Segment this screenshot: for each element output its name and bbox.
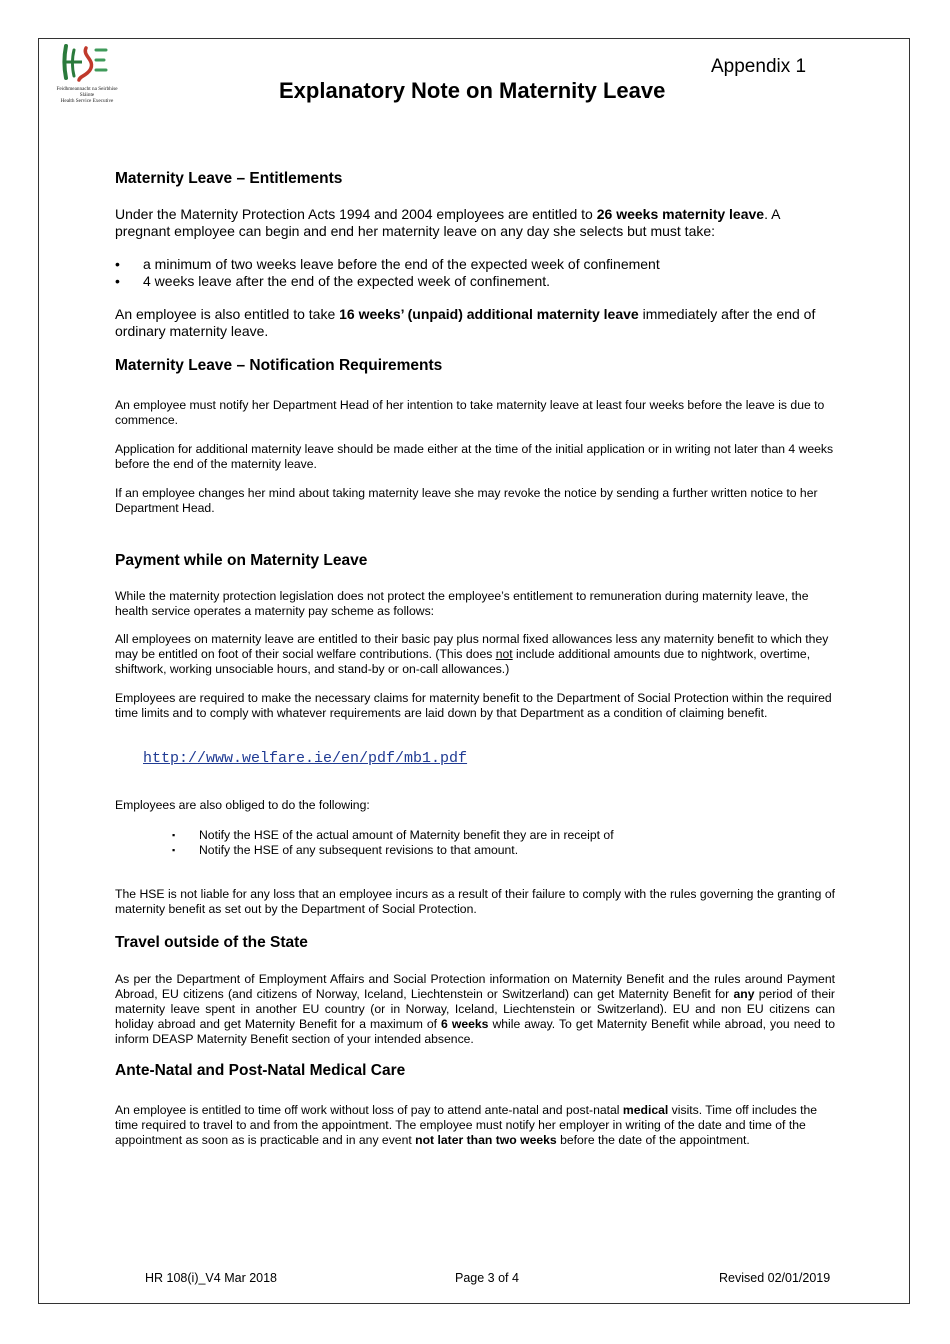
hse-logo-mark xyxy=(52,42,122,86)
antenatal-para: An employee is entitled to time off work without loss of pay to attend ante-natal and post-natal medical visits. Time off includes the time required to travel to and from the appointment. The employee must notify her employer in writing of the date and time of the appointment as soon as is practicable and in any event not later than two weeks before the date of the appointment. xyxy=(115,1103,818,1147)
footer-doc-ref: HR 108(i)_V4 Mar 2018 xyxy=(145,1271,278,1285)
hse-logo xyxy=(52,42,122,108)
notification-para-1: An employee must notify her Department Head of her intention to take maternity leave at least four weeks before the leave is due to commence. xyxy=(115,398,825,427)
travel-para: As per the Department of Employment Affairs and Social Protection information on Maternity Benefit and the rules around Payment Abroad, EU citizens (and citizens of Norway, Iceland, Liechtenstein or Switzerland) can get Maternity Benefit for any period of their maternity leave spent in another EU country (or in Norway, Iceland, Liechtenstein or Switzerland). EU and non EU citizens can holiday abroad and get Maternity Benefit for a maximum of 6 weeks while away. To get Maternity Benefit while abroad, you need to inform DEASP Maternity Benefit section of your intended absence. xyxy=(115,972,835,1046)
heading-antenatal: Ante-Natal and Post-Natal Medical Care xyxy=(115,1062,406,1079)
payment-para-1: While the maternity protection legislation does not protect the employee’s entitlement to remuneration during maternity leave, the health service operates a maternity pay scheme as follows: xyxy=(115,589,809,618)
list-item: ▪ Notify the HSE of the actual amount of Maternity benefit they are in receipt of xyxy=(172,828,614,842)
list-item: • a minimum of two weeks leave before the end of the expected week of confinement xyxy=(115,256,660,272)
footer-revised-date: Revised 02/01/2019 xyxy=(719,1271,831,1285)
payment-para-3: Employees are required to make the necessary claims for maternity benefit to the Department of Social Protection within the required time limits and to comply with whatever requirements are laid down by that Department as a condition of claiming benefit. xyxy=(115,691,832,720)
notification-para-3: If an employee changes her mind about taking maternity leave she may revoke the notice by sending a further written notice to her Department Head. xyxy=(115,486,818,515)
heading-travel: Travel outside of the State xyxy=(115,934,308,951)
list-item: • 4 weeks leave after the end of the expected week of confinement. xyxy=(115,273,551,289)
entitlements-para-2: An employee is also entitled to take 16 weeks’ (unpaid) additional maternity leave immediately after the end of ordinary maternity leave. xyxy=(115,306,816,339)
heading-notification: Maternity Leave – Notification Requirements xyxy=(115,357,443,374)
list-item: ▪ Notify the HSE of any subsequent revisions to that amount. xyxy=(172,843,519,857)
welfare-pdf-link[interactable]: http://www.welfare.ie/en/pdf/mb1.pdf xyxy=(143,750,468,767)
entitlements-para-1: Under the Maternity Protection Acts 1994 and 2004 employees are entitled to 26 weeks maternity leave. A pregnant employee can begin and end her maternity leave on any day she selects but must take: xyxy=(115,206,780,239)
hse-logo-text: Feidhmeannacht na Seirbhíse Sláinte Health Service Executive xyxy=(56,86,118,105)
notification-para-2: Application for additional maternity leave should be made either at the time of the initial application or in writing not later than 4 weeks before the end of the maternity leave. xyxy=(115,442,834,471)
payment-para-4: Employees are also obliged to do the following: xyxy=(115,798,370,812)
entitlements-bullet-list xyxy=(115,256,835,290)
appendix-label: Appendix 1 xyxy=(711,56,807,77)
heading-entitlements: Maternity Leave – Entitlements xyxy=(115,170,343,187)
heading-payment: Payment while on Maternity Leave xyxy=(115,552,368,569)
payment-bullet-list xyxy=(172,828,812,858)
page-title: Explanatory Note on Maternity Leave xyxy=(279,78,666,103)
payment-para-2: All employees on maternity leave are entitled to their basic pay plus normal fixed allowances less any maternity benefit to which they may be entitled on foot of their social welfare contributions. (This does not include additional amounts due to nightwork, overtime, shiftwork, working unsociable hours, and stand-by or on-call allowances.) xyxy=(115,632,829,676)
footer-page-number: Page 3 of 4 xyxy=(455,1271,519,1285)
payment-para-5: The HSE is not liable for any loss that an employee incurs as a result of their failure to comply with the rules governing the granting of maternity benefit as set out by the Department of Social Protection. xyxy=(115,887,835,916)
